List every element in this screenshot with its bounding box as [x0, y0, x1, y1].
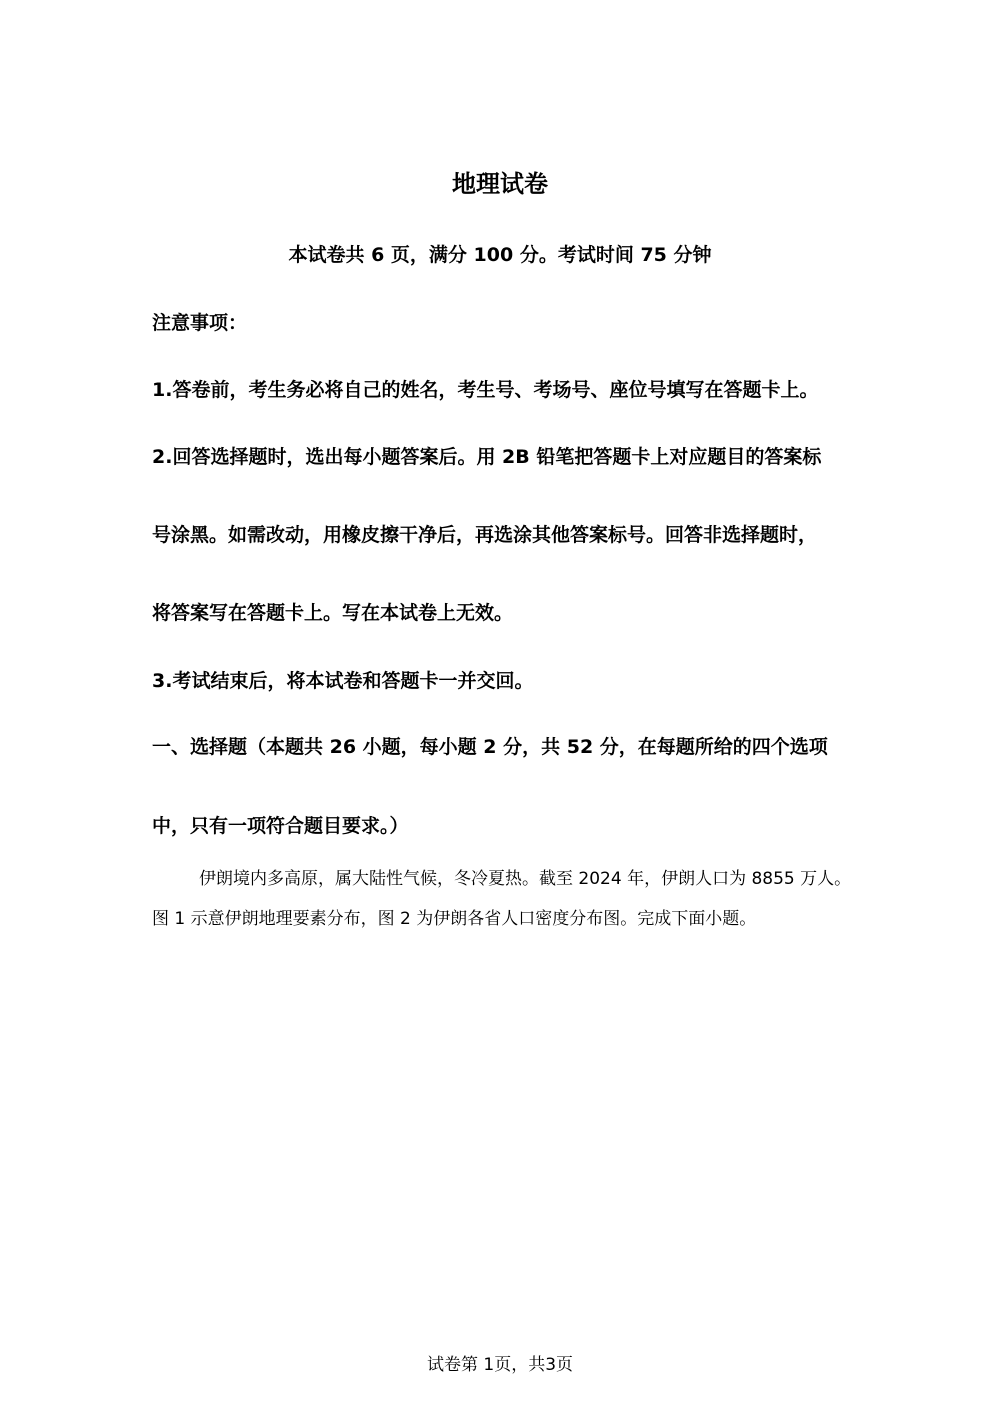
- passage-line-2: 图 1 示意伊朗地理要素分布，图 2 为伊朗各省人口密度分布图。完成下面小题。: [152, 909, 757, 929]
- notice-item-2-line-2: 号涂黑。如需改动，用橡皮擦干净后，再选涂其他答案标号。回答非选择题时，: [152, 524, 818, 546]
- notice-heading: 注意事项：: [152, 312, 248, 334]
- notice-item-1: 1.答卷前，考生务必将自己的姓名，考生号、考场号、座位号填写在答题卡上。: [152, 379, 819, 401]
- section-heading-line-2: 中，只有一项符合题目要求。）: [152, 815, 409, 837]
- notice-item-2-line-3: 将答案写在答题卡上。写在本试卷上无效。: [152, 602, 514, 624]
- page-footer: 试卷第 1页，共3页: [426, 1355, 574, 1375]
- notice-item-2-line-1: 2.回答选择题时，选出每小题答案后。用 2B 铅笔把答题卡上对应题目的答案标: [152, 446, 822, 468]
- notice-item-3: 3.考试结束后，将本试卷和答题卡一并交回。: [152, 670, 534, 692]
- section-heading-line-1: 一、选择题（本题共 26 小题，每小题 2 分，共 52 分，在每题所给的四个选项: [152, 736, 828, 758]
- exam-info: 本试卷共 6 页，满分 100 分。考试时间 75 分钟: [288, 244, 712, 266]
- passage-line-1: 伊朗境内多高原，属大陆性气候，冬冷夏热。截至 2024 年，伊朗人口为 8855 万人。: [199, 869, 852, 889]
- page-title: 地理试卷: [452, 170, 548, 198]
